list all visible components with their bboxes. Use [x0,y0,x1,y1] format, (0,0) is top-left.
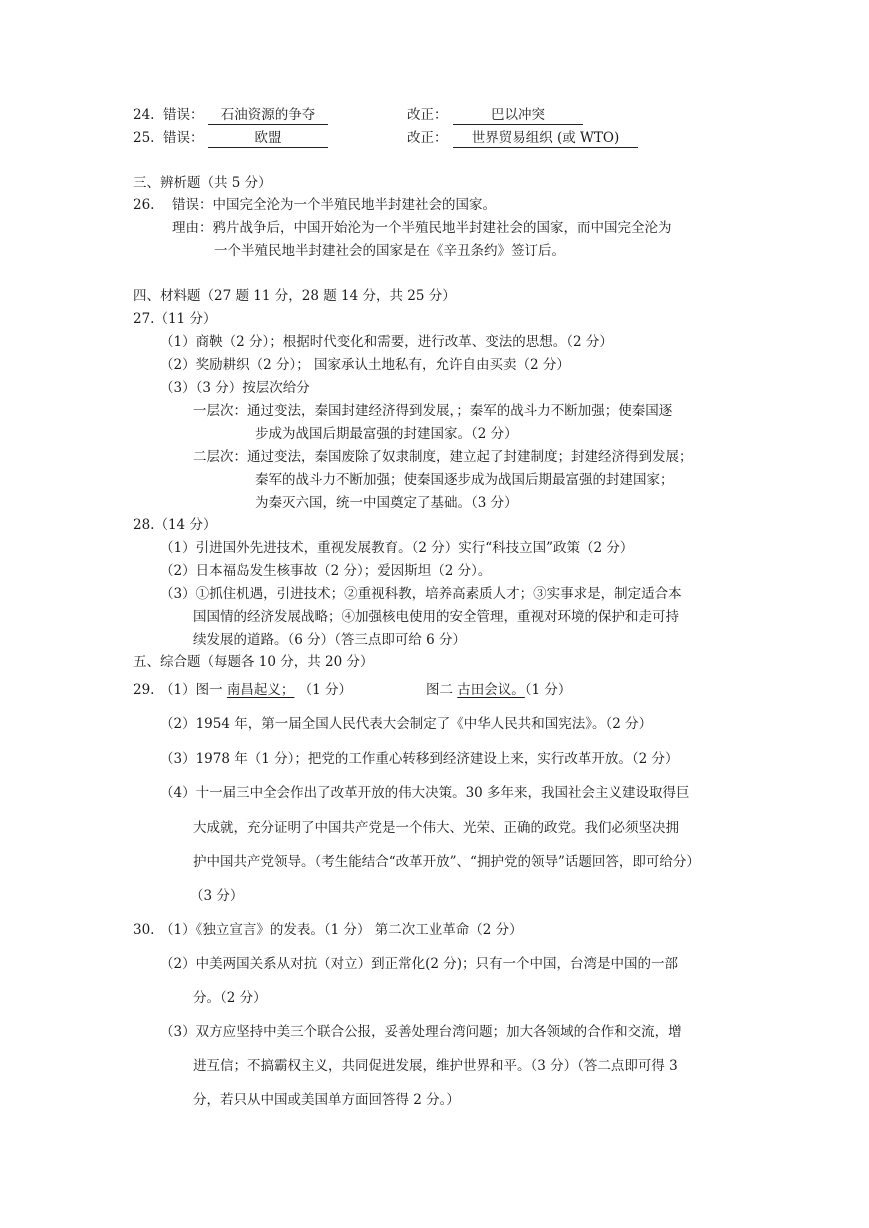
q27-level-1-line-2: 步成为战国后期最富强的封建国家。（2 分） [255,426,518,442]
q27-part-3: （3）（3 分）按层次给分 [160,380,310,396]
q29-part-1: （1）图一 南昌起义； （1 分） [160,682,353,698]
q25-fix-answer: 世界贸易组织 (或 WTO) [453,132,638,148]
q30-part-1: （1）《独立宣言》的发表。（1 分） 第二次工业革命（2 分） [160,922,523,938]
q25-fix-label: 改正： [407,130,448,146]
q27-level-2-line-2: 秦军的战斗力不断加强；使秦国逐步成为战国后期最富强的封建国家； [255,472,674,488]
q26-reason-line-2: 一个半殖民地半封建社会的国家是在《辛丑条约》签订后。 [214,243,565,259]
q30-part-3-line-1: （3）双方应坚持中美三个联合公报，妥善处理台湾问题；加大各领域的合作和交流，增 [160,1024,682,1040]
q24-fix-answer: 巴以冲突 [453,109,583,125]
q24-fix-label: 改正： [407,107,448,123]
q26-error: 错误：中国完全沦为一个半殖民地半封建社会的国家。 [172,197,496,213]
q27-level-2-line-3: 为秦灭六国，统一中国奠定了基础。（3 分） [255,495,518,511]
q29-part-4-line-4: （3 分） [190,888,244,904]
q25-error-answer: 欧盟 [208,132,328,148]
q29-part-4-line-2: 大成就，充分证明了中国共产党是一个伟大、光荣、正确的政党。我们必须坚决拥 [193,820,679,836]
q28-part-2: （2）日本福岛发生核事故（2 分）；爱因斯坦（2 分）。 [160,563,492,579]
q29-part-3: （3）1978 年（1 分）；把党的工作重心转移到经济建设上来，实行改革开放。（2 分） [160,751,679,767]
q27-level-2-line-1: 二层次：通过变法，秦国废除了奴隶制度，建立起了封建制度；封建经济得到发展； [193,449,693,465]
q29-answer-figure-2: 古田会议。 [457,682,525,698]
q27-part-1: （1）商鞅（2 分）；根据时代变化和需要，进行改革、变法的思想。（2 分） [160,334,613,350]
q29-part-2: （2）1954 年，第一届全国人民代表大会制定了《中华人民共和国宪法》。（2 分） [160,716,653,732]
q24-number: 24. [133,107,155,123]
q24-error-answer: 石油资源的争夺 [208,109,328,125]
q27-part-2: （2）奖励耕织（2 分）； 国家承认土地私有，允许自由买卖（2 分） [160,357,570,373]
q28-part-3-line-1: （3）①抓住机遇，引进技术；②重视科教，培养高素质人才；③实事求是，制定适合本 [160,586,682,602]
q29-number: 29. [133,682,155,698]
q26-reason-line-1: 理由：鸦片战争后，中国开始沦为一个半殖民地半封建社会的国家，而中国完全沦为 [172,220,672,236]
section-3-title: 三、辨析题（共 5 分） [133,175,272,191]
section-4-title: 四、材料题（27 题 11 分，28 题 14 分，共 25 分） [133,288,456,304]
q30-part-2-line-1: （2）中美两国关系从对抗（对立）到正常化(2 分)；只有一个中国，台湾是中国的一部 [160,956,679,972]
q25-number: 25. [133,130,155,146]
q30-number: 30. [133,922,155,938]
q27-level-1-line-1: 一层次：通过变法，秦国封建经济得到发展，；秦军的战斗力不断加强；使秦国逐 [193,403,673,419]
q28-heading: 28.（14 分） [133,517,217,533]
q24-error-label: 错误： [163,107,204,123]
q29-part-1-figure-2: 图二 古田会议。（1 分） [426,682,572,698]
q29-part-4-line-1: （4）十一届三中全会作出了改革开放的伟大决策。30 多年来，我国社会主义建设取得巨 [160,785,690,801]
q29-answer-figure-1: 南昌起义； [226,682,295,698]
q30-part-3-line-3: 分，若只从中国或美国单方面回答得 2 分。） [193,1092,460,1108]
q30-part-2-line-2: 分。（2 分） [193,990,267,1006]
q28-part-1: （1）引进国外先进技术，重视发展教育。（2 分）实行“科技立国”政策（2 分） [160,540,634,556]
q27-heading: 27.（11 分） [133,311,217,327]
q26-number: 26. [133,197,155,213]
q28-part-3-line-3: 续发展的道路。（6 分）（答三点即可给 6 分） [193,632,467,648]
q28-part-3-line-2: 国国情的经济发展战略；④加强核电使用的安全管理，重视对环境的保护和走可持 [193,609,679,625]
q29-part-4-line-3: 护中国共产党领导。（考生能结合“改革开放”、“拥护党的领导”话题回答，即可给分） [193,854,700,870]
section-5-title: 五、综合题（每题各 10 分，共 20 分） [133,654,374,670]
q30-part-3-line-2: 进互信；不搞霸权主义，共同促进发展，维护世界和平。（3 分）（答二点即可得 3 [193,1058,678,1074]
q25-error-label: 错误： [163,130,204,146]
